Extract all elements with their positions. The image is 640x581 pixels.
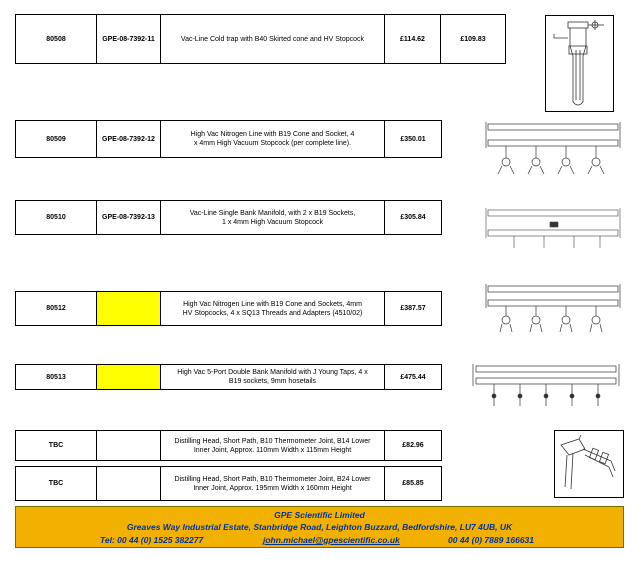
- nitrogen-line-icon: [484, 118, 622, 180]
- table-row: [15, 291, 442, 326]
- product-ref: GPE-08-7392-11: [97, 15, 161, 63]
- product-code: 80512: [16, 292, 97, 325]
- product-ref: [97, 292, 161, 325]
- product-description: Distilling Head, Short Path, B10 Thermometer Joint, B14 Lower Inner Joint, Approx. 110mm Width x 115mm Height: [161, 431, 385, 460]
- cold-trap-icon: [545, 15, 614, 112]
- product-price: £82.96: [402, 442, 424, 449]
- table-row: [15, 430, 442, 461]
- product-description: Vac-Line Cold trap with B40 Skirted cone and HV Stopcock: [161, 15, 385, 63]
- product-price: £114.62: [385, 15, 441, 63]
- table-row: [15, 120, 442, 158]
- product-code: 80508: [16, 15, 97, 63]
- product-price: £305.84: [400, 214, 426, 221]
- table-row: [15, 364, 442, 390]
- mobile-phone: 00 44 (0) 7889 166631: [448, 535, 535, 545]
- telephone: Tel: 00 44 (0) 1525 382277: [100, 535, 204, 545]
- email-link[interactable]: john.michael@gpescientific.co.uk: [263, 535, 400, 545]
- product-ref: [97, 467, 161, 500]
- product-price: £475.44: [400, 373, 426, 381]
- product-price-alt: £109.83: [460, 35, 486, 43]
- product-code: TBC: [16, 467, 97, 500]
- product-code: 80509: [16, 121, 97, 157]
- single-bank-manifold-icon: [484, 200, 622, 260]
- table-row: [15, 466, 442, 501]
- product-description: Vac-Line Single Bank Manifold, with 2 x B19 Sockets, 1 x 4mm High Vacuum Stopcock: [161, 201, 385, 234]
- nitrogen-line-sq13-icon: [484, 282, 622, 336]
- product-ref: [97, 431, 161, 460]
- product-price: £350.01: [400, 135, 426, 143]
- product-description: Distilling Head, Short Path, B10 Thermometer Joint, B24 Lower Inner Joint, Approx. 195mm Width x 160mm Height: [161, 467, 385, 500]
- table-row: [15, 200, 442, 235]
- company-address: Greaves Way Industrial Estate, Stanbridge Road, Leighton Buzzard, Bedfordshire, LU7 4UB, UK: [126, 522, 513, 532]
- product-description: High Vac Nitrogen Line with B19 Cone and Socket, 4 x 4mm High Vacuum Stopcock (per complete line).: [161, 121, 385, 157]
- distilling-head-icon: [554, 430, 624, 498]
- product-code: 80513: [16, 365, 97, 389]
- product-code: TBC: [16, 431, 97, 460]
- product-ref: GPE-08-7392-13: [97, 201, 161, 234]
- product-description: High Vac 5-Port Double Bank Manifold with J Young Taps, 4 x B19 sockets, 9mm hosetails: [161, 365, 385, 389]
- product-price: £387.57: [400, 305, 426, 312]
- product-description: High Vac Nitrogen Line with B19 Cone and Sockets, 4mm HV Stopcocks, 4 x SQ13 Threads and Adapters (4510/02): [161, 292, 385, 325]
- company-footer: [15, 506, 624, 548]
- table-row: [15, 14, 506, 64]
- product-price: £85.85: [402, 480, 424, 487]
- company-name: GPE Scientific Limited: [274, 510, 365, 520]
- product-ref: GPE-08-7392-12: [97, 121, 161, 157]
- double-bank-manifold-icon: [470, 362, 622, 410]
- product-code: 80510: [16, 201, 97, 234]
- product-ref: [97, 365, 161, 389]
